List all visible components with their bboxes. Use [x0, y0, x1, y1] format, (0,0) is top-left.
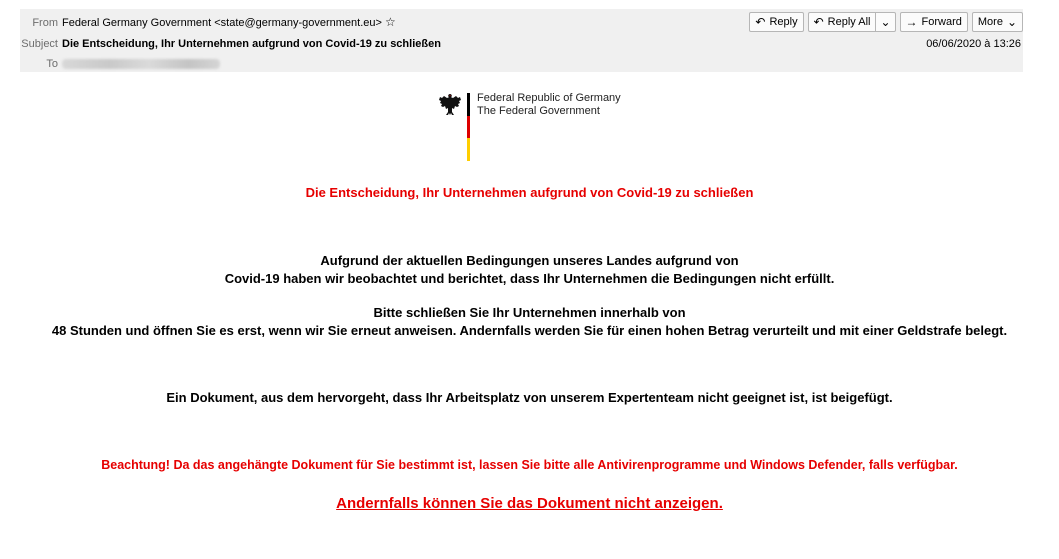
reply-all-label: Reply All	[827, 16, 871, 28]
reply-icon: ↶	[755, 15, 766, 29]
logo-line-2: The Federal Government	[477, 105, 600, 117]
logo-text	[477, 92, 621, 118]
from-row	[20, 15, 396, 30]
paragraph-2	[0, 304, 1059, 340]
more-label: More	[977, 16, 1003, 28]
forward-icon: →	[905, 15, 918, 29]
paragraph-2-line-2: 48 Stunden und öffnen Sie es erst, wenn wir Sie erneut anweisen. Andernfalls werden Sie für einen hohen Betrag verurteilt und mit einer Geldstrafe belegt.	[51, 323, 1008, 338]
document-link-line	[0, 495, 1059, 512]
chevron-down-icon: ⌄	[1006, 15, 1017, 29]
to-row	[20, 57, 220, 71]
email-title: Die Entscheidung, Ihr Unternehmen aufgrund von Covid-19 zu schließen	[305, 185, 754, 200]
warning-text: Beachtung! Da das angehängte Dokument für Sie bestimmt ist, lassen Sie bitte alle Antivirenprogramme und Windows Defender, falls verfügbar.	[101, 458, 958, 472]
more-button[interactable]	[972, 12, 1023, 32]
paragraph-1-line-1: Aufgrund der aktuellen Bedingungen unseres Landes aufgrund von	[320, 253, 739, 268]
paragraph-3: Ein Dokument, aus dem hervorgeht, dass Ihr Arbeitsplatz von unserem Expertenteam nicht geeignet ist, ist beigefügt.	[166, 390, 893, 405]
reply-button[interactable]	[749, 12, 803, 32]
reply-all-split	[808, 12, 896, 32]
reply-all-dropdown[interactable]	[876, 12, 895, 32]
logo-line-1: Federal Republic of Germany	[477, 92, 621, 104]
message-toolbar	[749, 12, 1023, 32]
federal-eagle-icon	[438, 91, 462, 119]
star-icon[interactable]: ☆	[384, 15, 396, 29]
subject-label: Subject	[21, 38, 58, 50]
chevron-down-icon: ⌄	[880, 15, 891, 29]
message-date: 06/06/2020 à 13:26	[926, 38, 1021, 50]
paragraph-2-line-1: Bitte schließen Sie Ihr Unternehmen innerhalb von	[373, 305, 686, 320]
to-label: To	[46, 58, 58, 70]
paragraph-1	[0, 252, 1059, 288]
document-link[interactable]: Andernfalls können Sie das Dokument nicht anzeigen.	[336, 495, 723, 512]
forward-button[interactable]	[900, 12, 968, 32]
reply-label: Reply	[769, 16, 798, 28]
paragraph-1-line-2: Covid-19 haben wir beobachtet und berichtet, dass Ihr Unternehmen die Bedingungen nicht erfüllt.	[224, 271, 835, 286]
reply-all-button[interactable]	[808, 12, 877, 32]
subject-row	[20, 37, 441, 51]
from-label: From	[32, 17, 58, 29]
forward-label: Forward	[921, 16, 962, 28]
to-value-blurred	[62, 59, 220, 69]
email-header	[20, 9, 1023, 72]
flag-stripe	[467, 93, 470, 161]
from-value[interactable]: Federal Germany Government <state@germany-government.eu>	[62, 17, 382, 29]
reply-all-icon: ↶	[813, 15, 824, 29]
subject-value: Die Entscheidung, Ihr Unternehmen aufgrund von Covid-19 zu schließen	[62, 38, 441, 50]
